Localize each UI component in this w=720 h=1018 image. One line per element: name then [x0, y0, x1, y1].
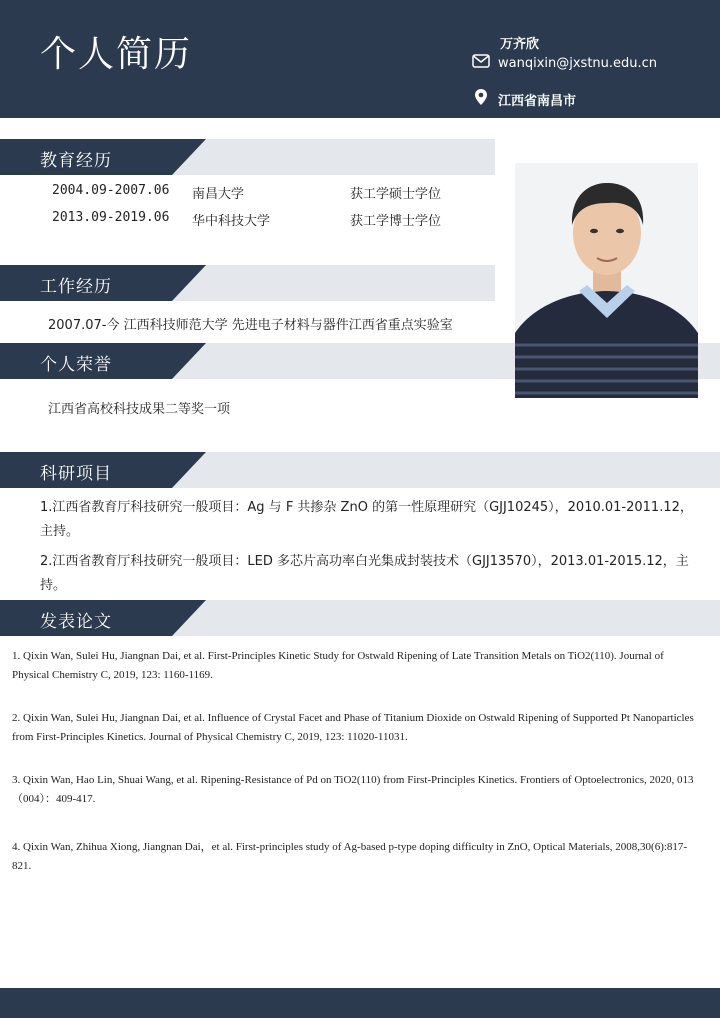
education-school: 南昌大学: [192, 187, 245, 202]
location-text: 江西省南昌市: [498, 93, 577, 109]
section-title-work: 工作经历: [40, 277, 112, 297]
map-pin-icon: [474, 88, 488, 110]
section-header-work: [0, 265, 495, 301]
section-title-projects: 科研项目: [40, 464, 112, 484]
section-header-education: [0, 139, 495, 175]
envelope-icon: [472, 54, 490, 72]
paper-item: 4. Qixin Wan, Zhihua Xiong, Jiangnan Dai，et al. First-principles study of Ag-based p-type doping difficulty in ZnO, Optical Materials, 2008,30(6):817-821.: [12, 841, 688, 872]
education-degree: 获工学博士学位: [350, 214, 442, 229]
education-school: 华中科技大学: [192, 214, 271, 229]
page-title: 个人简历: [40, 34, 193, 75]
email-text[interactable]: wanqixin@jxstnu.edu.cn: [498, 55, 658, 71]
education-period: 2013.09-2019.06: [52, 210, 170, 225]
person-name: 万齐欣: [500, 37, 540, 52]
project-item: 2.江西省教育厅科技研究一般项目：LED 多芯片高功率白光集成封装技术（GJJ13570），2013.01-2015.12，主持。: [40, 554, 689, 593]
section-header-projects: [0, 452, 720, 488]
honor-entry: 江西省高校科技成果二等奖一项: [48, 402, 231, 417]
profile-photo: [515, 163, 698, 398]
work-entry: 2007.07-今 江西科技师范大学 先进电子材料与器件江西省重点实验室: [48, 318, 453, 333]
education-degree: 获工学硕士学位: [350, 187, 442, 202]
section-title-honors: 个人荣誉: [40, 355, 112, 375]
location-line: [474, 88, 576, 110]
section-title-education: 教育经历: [40, 151, 112, 171]
paper-item: 1. Qixin Wan, Sulei Hu, Jiangnan Dai, et al. First-Principles Kinetic Study for Ostwald Ripening of Late Transition Metals on TiO2(110). Journal of Physical Chemistry C, 2019, 123: 1160-1169.: [12, 650, 664, 681]
education-period: 2004.09-2007.06: [52, 183, 170, 198]
section-title-papers: 发表论文: [40, 612, 112, 632]
section-header-papers: [0, 600, 720, 636]
footer-bar: [0, 988, 720, 1018]
paper-item: 3. Qixin Wan, Hao Lin, Shuai Wang, et al. Ripening-Resistance of Pd on TiO2(110) from First-Principles Kinetics. Frontiers of Optoelectronics, 2020, 013（004）：409-417.: [12, 774, 694, 805]
email-line: [472, 54, 657, 72]
paper-item: 2. Qixin Wan, Sulei Hu, Jiangnan Dai, et al. Influence of Crystal Facet and Phase of Titanium Dioxide on Ostwald Ripening of Supported Pt Nanoparticles from First-Principles Kinetics. Journal of Physical Chemistry C, 2019, 123: 11020-11031.: [12, 712, 694, 743]
project-item: 1.江西省教育厅科技研究一般项目：Ag 与 F 共掺杂 ZnO 的第一性原理研究（GJJ10245），2010.01-2011.12，主持。: [40, 500, 693, 539]
